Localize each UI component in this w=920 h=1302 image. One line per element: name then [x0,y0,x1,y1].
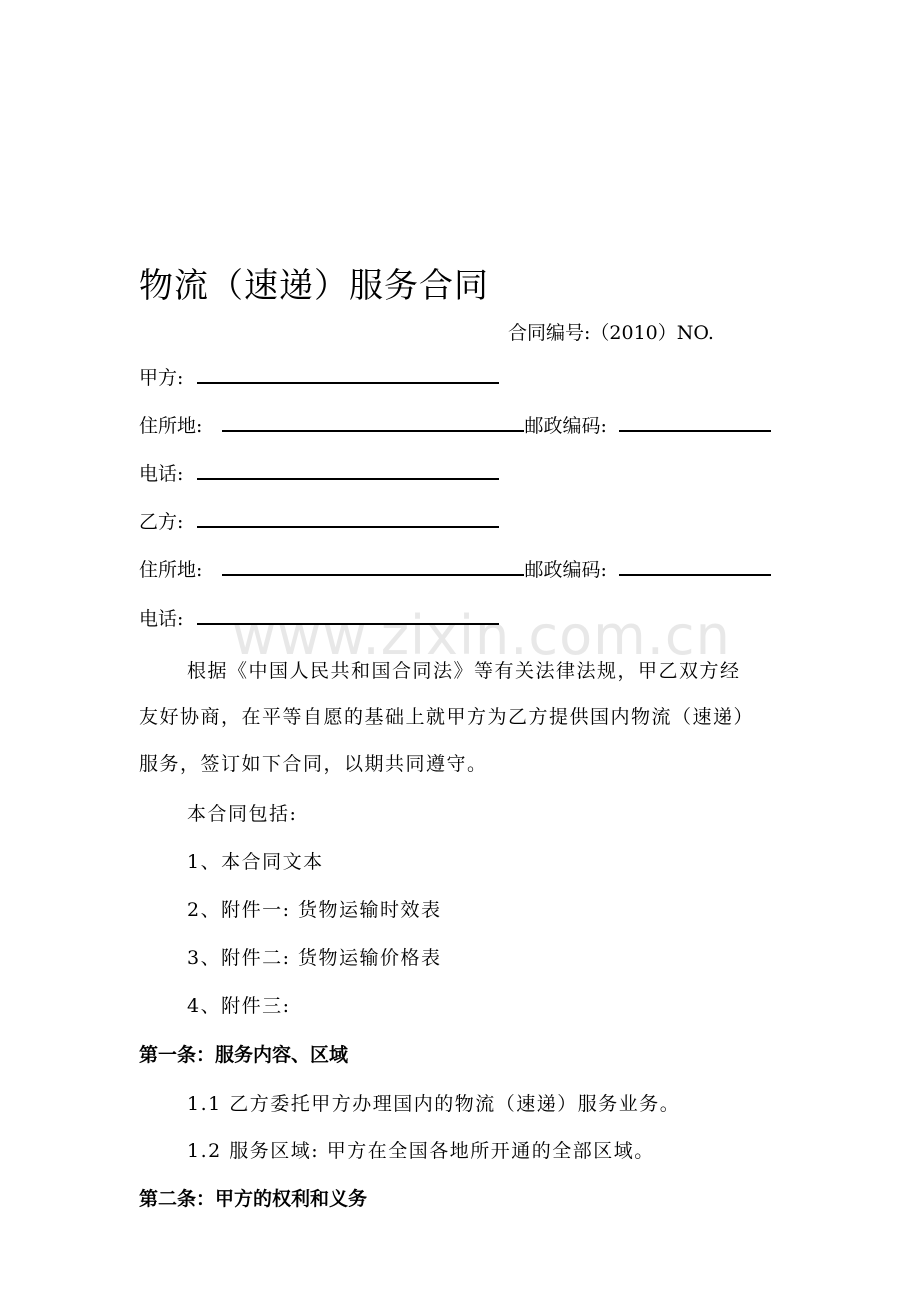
party-a-phone-blank [197,460,499,480]
contents-item: 1、本合同文本 [187,851,324,873]
document-title: 物流（速递）服务合同 [139,266,489,306]
contents-item: 4、附件三: [187,995,291,1017]
contents-item: 3、附件二: 货物运输价格表 [187,947,442,969]
article-1-item: 1.1 乙方委托甲方办理国内的物流（速递）服务业务。 [187,1093,681,1115]
party-b-postcode-label: 邮政编码: [524,559,607,581]
intro-line-1: 根据《中国人民共和国合同法》等有关法律法规，甲乙双方经 [187,660,741,682]
party-b-phone-blank [197,605,499,625]
party-b-phone-label: 电话: [139,608,184,630]
party-a-name-row [139,364,499,392]
article-2-heading: 第二条：甲方的权利和义务 [139,1188,368,1210]
party-b-name-row [139,508,499,536]
party-b-phone-row [139,605,499,633]
party-a-phone-row [139,460,499,488]
party-b-address-label: 住所地: [139,559,203,581]
party-a-address-label: 住所地: [139,415,203,437]
intro-line-3: 服务，签订如下合同，以期共同遵守。 [139,753,488,775]
contract-number: 合同编号:（2010）NO. [508,322,714,344]
article-1-item: 1.2 服务区域: 甲方在全国各地所开通的全部区域。 [187,1140,655,1162]
party-a-name-label: 甲方: [139,367,184,389]
party-a-address-row [139,412,771,440]
party-b-address-row [139,556,771,584]
intro-line-2: 友好协商，在平等自愿的基础上就甲方为乙方提供国内物流（速递） [139,706,755,728]
party-a-postcode-label: 邮政编码: [524,415,607,437]
party-b-postcode-blank [619,556,771,576]
party-b-address-blank [222,556,524,576]
article-1-heading: 第一条：服务内容、区域 [139,1044,349,1066]
party-a-name-blank [197,364,499,384]
party-b-name-label: 乙方: [139,511,184,533]
party-a-address-blank [222,412,524,432]
contents-item: 2、附件一: 货物运输时效表 [187,899,442,921]
contents-heading: 本合同包括: [187,803,298,825]
party-b-name-blank [197,508,499,528]
party-a-postcode-blank [619,412,771,432]
party-a-phone-label: 电话: [139,463,184,485]
watermark: www.zixin.com.cn [232,604,731,667]
